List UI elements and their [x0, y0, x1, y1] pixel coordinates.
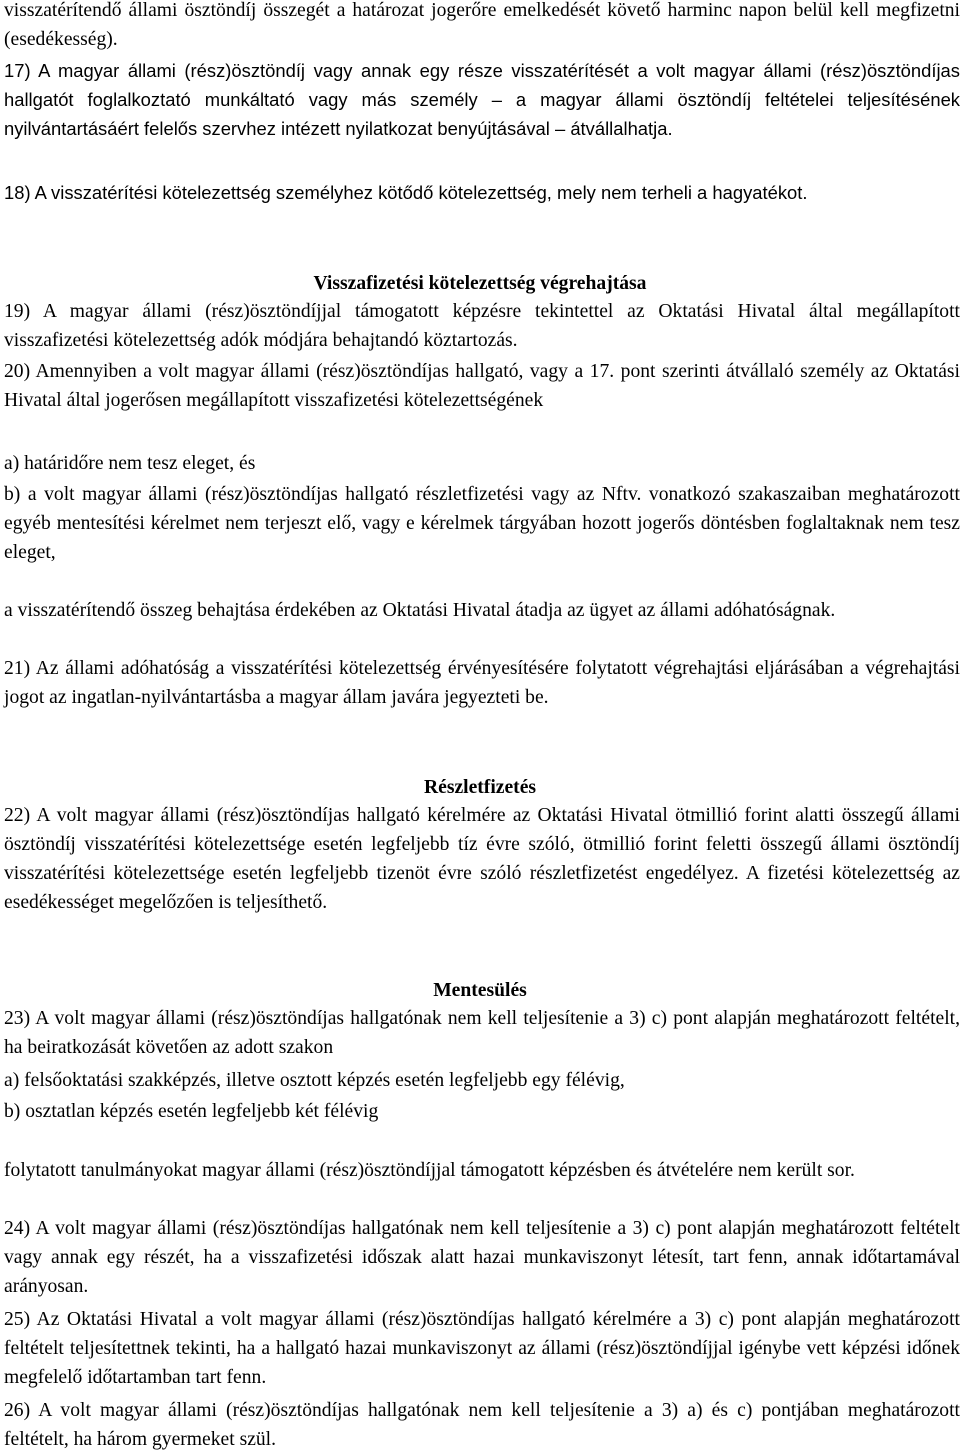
paragraph-16-continuation: visszatérítendő állami ösztöndíj összegét a határozat jogerőre emelkedését követő harminc napon belül kell megfizetni (esedékesség). [4, 0, 960, 50]
paragraph-23-conclusion: folytatott tanulmányokat magyar állami (rész)ösztöndíjjal támogatott képzésben és átvételére nem került sor. [4, 1160, 855, 1181]
paragraph-21: 21) Az állami adóhatóság a visszatérítési kötelezettség érvényesítésére folytatott végrehajtási eljárásában a végrehajtási jogot az ingatlan-nyilvántartásba a magyar állam javára jegyezteti be. [4, 658, 960, 708]
paragraph-23-item-b: b) osztatlan képzés esetén legfeljebb két félévig [4, 1101, 379, 1122]
paragraph-20-item-a: a) határidőre nem tesz eleget, és [4, 453, 256, 474]
paragraph-25: 25) Az Oktatási Hivatal a volt magyar állami (rész)ösztöndíjas hallgató kérelmére a 3) c) pont alapján meghatározott feltételt teljesítettnek tekinti, ha a hallgató hazai munkaviszonyt az állami (rész)ösztöndíjjal igénybe vett képzési időnek megfelelő időtartamban tart fenn. [4, 1309, 960, 1388]
heading-enforcement: Visszafizetési kötelezettség végrehajtása [313, 273, 647, 294]
paragraph-23-intro: 23) A volt magyar állami (rész)ösztöndíjas hallgatónak nem kell teljesítenie a 3) c) pont alapján meghatározott feltételt, ha beiratkozását követően az adott szakon [4, 1008, 960, 1058]
paragraph-24: 24) A volt magyar állami (rész)ösztöndíjas hallgatónak nem kell teljesítenie a 3) c) pont alapján meghatározott feltételt vagy annak egy részét, ha a visszafizetési időszak alatt hazai munkaviszonyt létesít, tart fenn, annak időtartamával arányosan. [4, 1218, 960, 1297]
paragraph-22: 22) A volt magyar állami (rész)ösztöndíjas hallgató kérelmére az Oktatási Hivatal ötmillió forint alatti összegű állami ösztöndíj visszatérítési kötelezettsége esetén legfeljebb tíz évre szóló, ötmillió forint feletti összegű állami ösztöndíj visszatérítési kötelezettsége esetén legfeljebb tizenöt évre szóló részletfizetést engedélyez. A fizetési kötelezettség az esedékességet megelőzően is teljesíthető. [4, 805, 960, 913]
heading-installment: Részletfizetés [423, 777, 537, 798]
paragraph-17: 17) A magyar állami (rész)ösztöndíj vagy annak egy része visszatérítését a volt magyar állami (rész)ösztöndíjas hallgatót foglalkoztató munkáltató vagy más személy – a magyar állami ösztöndíj feltételei teljesítésének nyilvántartásáért felelős szervhez intézett nyilatkozat benyújtásával – átvállalhatja. [4, 60, 960, 139]
paragraph-18: 18) A visszatérítési kötelezettség személyhez kötődő kötelezettség, mely nem terheli a hagyatékot. [4, 182, 808, 203]
paragraph-26: 26) A volt magyar állami (rész)ösztöndíjas hallgatónak nem kell teljesítenie a 3) a) és c) pontjában meghatározott feltételt, ha három gyermeket szül. [4, 1400, 960, 1450]
paragraph-20-intro: 20) Amennyiben a volt magyar állami (rész)ösztöndíjas hallgató, vagy a 17. pont szerinti átvállaló személy az Oktatási Hivatal által jogerősen megállapított visszafizetési kötelezettségének [4, 361, 960, 411]
heading-exemption: Mentesülés [433, 980, 527, 1001]
paragraph-19: 19) A magyar állami (rész)ösztöndíjjal támogatott képzésre tekintettel az Oktatási Hivatal által megállapított visszafizetési kötelezettség adók módjára behajtandó köztartozás. [4, 301, 960, 351]
paragraph-20-conclusion: a visszatérítendő összeg behajtása érdekében az Oktatási Hivatal átadja az ügyet az állami adóhatóságnak. [4, 600, 836, 621]
paragraph-23-item-a: a) felsőoktatási szakképzés, illetve osztott képzés esetén legfeljebb egy félévig, [4, 1070, 625, 1091]
paragraph-20-item-b: b) a volt magyar állami (rész)ösztöndíjas hallgató részletfizetési vagy az Nftv. vonatkozó szakaszaiban meghatározott egyéb mentesítési kérelmet nem terjeszt elő, vagy e kérelmek tárgyában hozott jogerős döntésben foglaltaknak nem tesz eleget, [4, 484, 960, 563]
